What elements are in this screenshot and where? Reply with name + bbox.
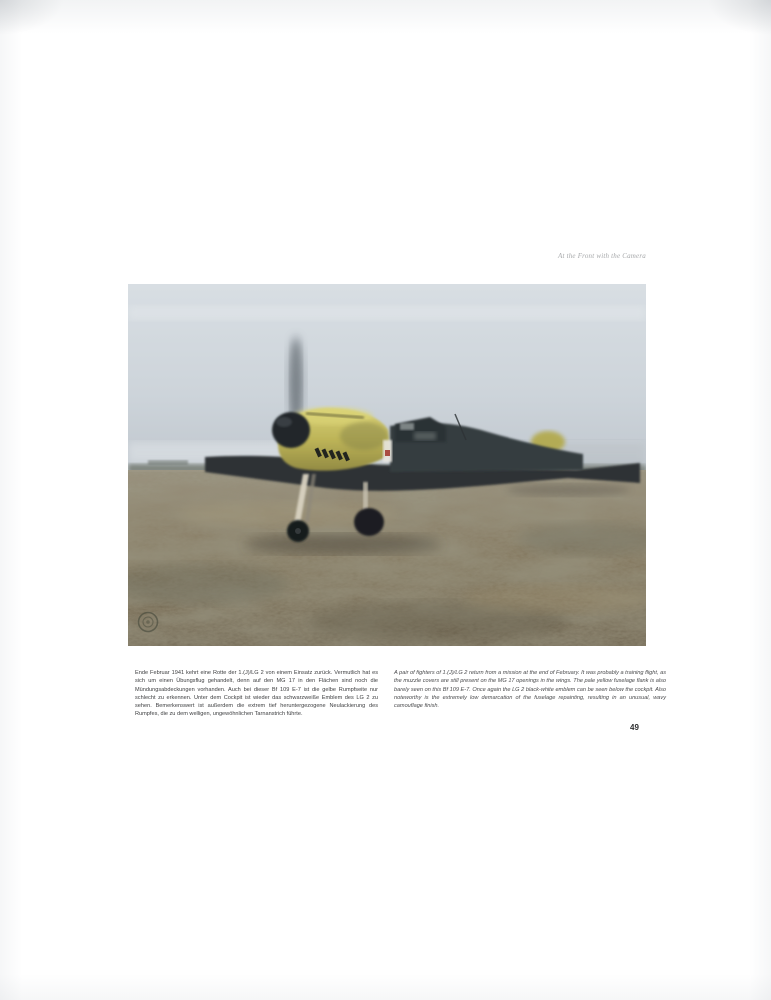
caption-block [135, 669, 666, 719]
running-head: At the Front with the Camera [558, 252, 646, 260]
spinner [272, 412, 310, 448]
photo [128, 284, 646, 646]
caption-german: Ende Februar 1941 kehrt eine Rotte der 1.(J)/LG 2 von einem Einsatz zurück. Vermutlich hat es sich um einen Übungsflug gehandelt, denn auf den MG 17 in den Flächen sind noch die Mündungsabdeckungen vorhanden. Auch bei dieser Bf 109 E-7 ist die gelbe Rumpfseite nur schlecht zu erkennen. Unter dem Cockpit ist wieder das schwarzweiße Emblem des LG 2 zu sehen. Bemerkenswert ist außerdem die extrem tief heruntergezogene Neulackierung des Rumpfes, die zu dem welligen, ungewöhnlichen Tarnanstrich führte. [135, 670, 378, 718]
right-wheel [354, 508, 384, 536]
photo-illustration [128, 284, 646, 646]
page-number: 49 [630, 723, 639, 732]
caption-english: A pair of fighters of 1.(J)/LG 2 return from a mission at the end of February. It was probably a training flight, as the muzzle covers are still present on the MG 17 openings in the wings. The pale yellow fuselage flank is also barely seen on this Bf 109 E-7. Once again the LG 2 black-white emblem can be seen below the cockpit. Also noteworthy is the extremely low demarcation of the fuselage repainting, resulting in an unusual, wavy camouflage finish. [394, 670, 666, 710]
